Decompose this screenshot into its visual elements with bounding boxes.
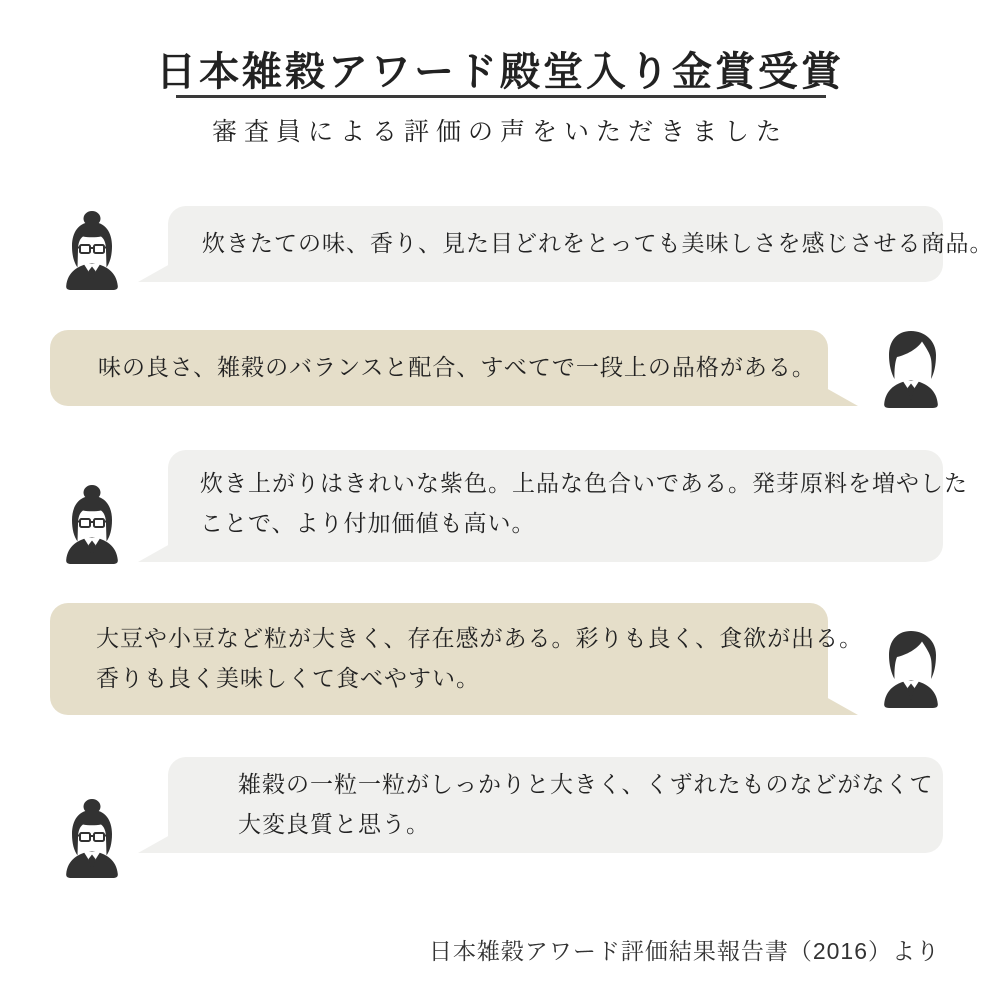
testimonial-text: 大変良質と思う。 (238, 812, 430, 837)
female-judge-avatar-icon (56, 798, 126, 878)
speech-bubble (168, 206, 994, 282)
page-subtitle: 審査員による評価の声をいただきました (211, 119, 788, 146)
speech-bubble (168, 757, 943, 853)
title-divider (176, 95, 826, 98)
bubble-tail-left (138, 535, 186, 562)
testimonial-text: 味の良さ、雑穀のバランスと配合、すべてで一段上の品格がある。 (98, 355, 816, 380)
footer-source: 日本雑穀アワード評価結果報告書（2016）より (428, 938, 940, 964)
testimonial-text: 香りも良く美味しくて食べやすい。 (96, 666, 480, 691)
speech-bubble (50, 330, 828, 406)
male-judge-avatar-icon (876, 628, 946, 708)
testimonial-text: 炊きたての味、香り、見た目どれをとっても美味しさを感じさせる商品。 (202, 231, 994, 256)
female-judge-avatar-icon (56, 210, 126, 290)
page-title: 日本雑穀アワード殿堂入り金賞受賞 (156, 49, 844, 94)
bubble-tail-left (138, 826, 186, 853)
testimonial-text: 大豆や小豆など粒が大きく、存在感がある。彩りも良く、食欲が出る。 (96, 626, 864, 651)
testimonial-text: 雑穀の一粒一粒がしっかりと大きく、くずれたものなどがなくて (238, 772, 934, 797)
speech-bubble (50, 603, 864, 715)
female-judge-avatar-icon (56, 484, 126, 564)
bubble-tail-left (138, 255, 186, 282)
speech-bubble (168, 450, 968, 562)
testimonial-text: ことで、より付加価値も高い。 (200, 511, 536, 536)
testimonial-text: 炊き上がりはきれいな紫色。上品な色合いである。発芽原料を増やした (200, 471, 968, 496)
male-judge-avatar-icon (876, 328, 946, 408)
